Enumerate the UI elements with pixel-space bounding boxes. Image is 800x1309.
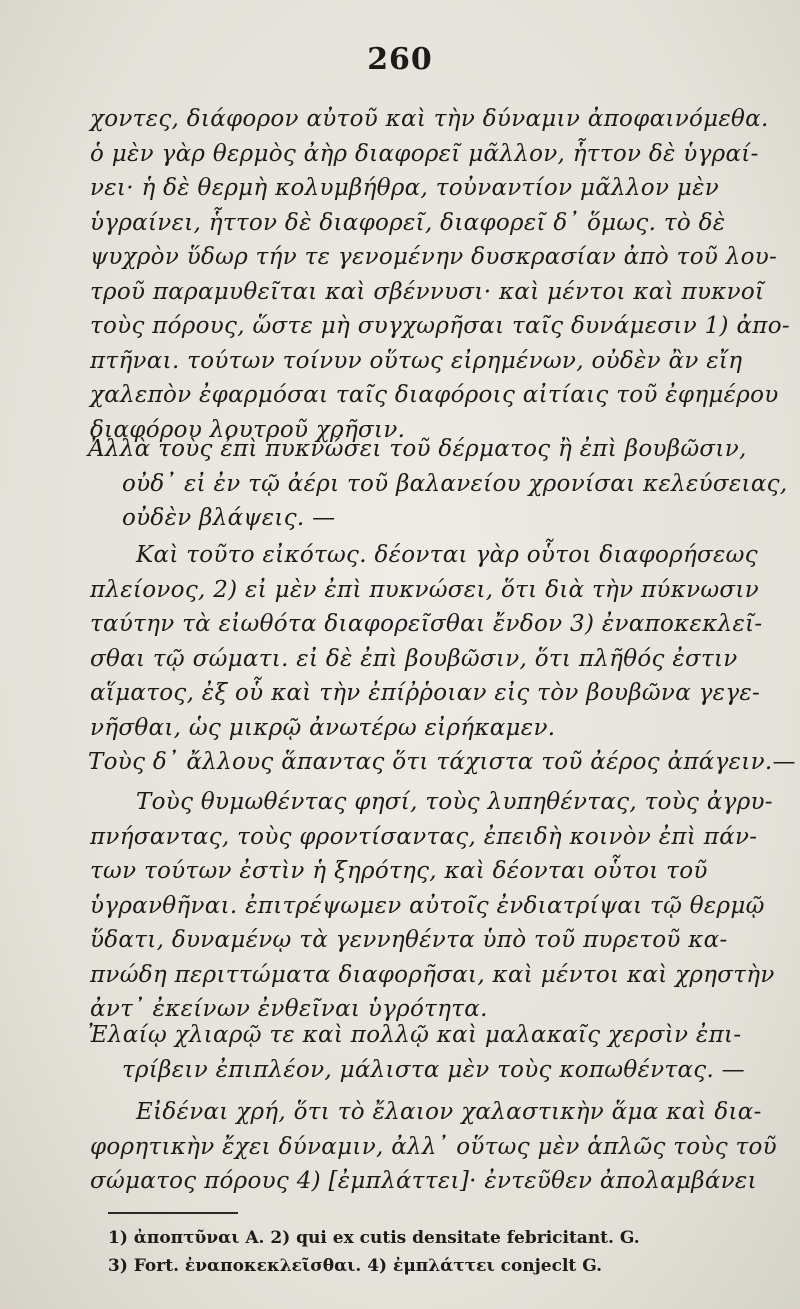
text-line: διαφόρου λουτροῦ χρῆσιν. bbox=[90, 416, 406, 443]
text-line: τρίβειν ἐπιπλέον, μάλιστα μὲν τοὺς κοπωθέντας. — bbox=[122, 1056, 745, 1083]
footnote-rule bbox=[108, 1212, 238, 1214]
text-line: τροῦ παραμυθεῖται καὶ σβέννυσι· καὶ μέντοι καὶ πυκνοῖ bbox=[90, 278, 765, 305]
lemma-paragraph bbox=[88, 432, 788, 536]
text-line: νῆσθαι, ὡς μικρῷ ἀνωτέρω εἰρήκαμεν. bbox=[90, 714, 556, 741]
commentary-paragraph bbox=[90, 1095, 777, 1199]
text-line: Εἰδέναι χρή, ὅτι τὸ ἔλαιον χαλαστικὴν ἅμα καὶ δια- bbox=[136, 1099, 762, 1125]
text-line: ψυχρὸν ὕδωρ τήν τε γενομένην δυσκρασίαν ἀπὸ τοῦ λου- bbox=[90, 244, 778, 270]
text-line: νει· ἡ δὲ θερμὴ κολυμβήθρα, τοὐναντίον μᾶλλον μὲν bbox=[90, 175, 720, 201]
lemma-paragraph bbox=[90, 1018, 770, 1087]
text-line: ὕδατι, δυναμένῳ τὰ γεννηθέντα ὑπὸ τοῦ πυρετοῦ κα- bbox=[90, 927, 728, 953]
text-line: χαλεπὸν ἐφαρμόσαι ταῖς διαφόροις αἰτίαις τοῦ ἐφημέρου bbox=[90, 382, 779, 408]
text-line: πτῆναι. τούτων τοίνυν οὕτως εἰρημένων, οὐδὲν ἂν εἴη bbox=[90, 347, 743, 374]
text-line: ὑγρανθῆναι. ἐπιτρέψωμεν αὐτοῖς ἐνδιατρίψαι τῷ θερμῷ bbox=[90, 892, 765, 919]
page-number: 260 bbox=[367, 42, 433, 77]
footnotes bbox=[108, 1224, 778, 1280]
text-line: Ἀλλὰ τοὺς ἐπὶ πυκνώσει τοῦ δέρματος ἢ ἐπὶ βουβῶσιν, bbox=[88, 436, 747, 462]
text-line: ταύτην τὰ εἰωθότα διαφορεῖσθαι ἔνδον 3) ἐναποκεκλεῖ- bbox=[90, 611, 763, 637]
text-line: φορητικὴν ἔχει δύναμιν, ἀλλ᾽ οὕτως μὲν ἁπλῶς τοὺς τοῦ bbox=[90, 1133, 777, 1160]
text-line: Τοὺς θυμωθέντας φησί, τοὺς λυπηθέντας, τοὺς ἀγρυ- bbox=[136, 789, 773, 815]
commentary-paragraph bbox=[90, 785, 775, 1027]
text-line: ὑγραίνει, ἧττον δὲ διαφορεῖ, διαφορεῖ δ᾽ ὅμως. τὸ δὲ bbox=[90, 209, 726, 236]
text-line: σθαι τῷ σώματι. εἰ δὲ ἐπὶ βουβῶσιν, ὅτι πλῆθός ἐστιν bbox=[90, 645, 738, 672]
text-line: πνώδη περιττώματα διαφορῆσαι, καὶ μέντοι καὶ χρηστὴν bbox=[90, 961, 775, 988]
text-line: σώματος πόρους 4) [ἐμπλάττει]· ἐντεῦθεν ἀπολαμβάνει bbox=[90, 1168, 757, 1194]
text-line: ἀντ᾽ ἐκείνων ἐνθεῖναι ὑγρότητα. bbox=[90, 996, 488, 1022]
text-line: Τοὺς δ᾽ ἄλλους ἅπαντας ὅτι τάχιστα τοῦ ἀέρος ἀπάγειν.— bbox=[88, 749, 796, 775]
text-line: χοντες, διάφορον αὐτοῦ καὶ τὴν δύναμιν ἀποφαινόμεθα. bbox=[90, 106, 769, 132]
lemma-paragraph bbox=[88, 745, 796, 780]
footnote-line: 1) ἀποπτῦναι A. 2) qui ex cutis densitate febricitant. G. bbox=[108, 1228, 640, 1248]
text-line: οὐδὲν βλάψεις. — bbox=[122, 505, 336, 531]
text-line: Καὶ τοῦτο εἰκότως. δέονται γὰρ οὗτοι διαφορήσεως bbox=[136, 542, 758, 568]
commentary-paragraph bbox=[90, 538, 770, 745]
text-line: οὐδ᾽ εἰ ἐν τῷ ἀέρι τοῦ βαλανείου χρονίσαι κελεύσειας, bbox=[122, 470, 788, 497]
text-line: πλείονος, 2) εἰ μὲν ἐπὶ πυκνώσει, ὅτι διὰ τὴν πύκνωσιν bbox=[90, 576, 760, 603]
text-line: ὁ μὲν γὰρ θερμὸς ἀὴρ διαφορεῖ μᾶλλον, ἧττον δὲ ὑγραί- bbox=[90, 140, 759, 167]
paragraph-continuation bbox=[90, 102, 790, 447]
text-line: αἵματος, ἐξ οὗ καὶ τὴν ἐπίῤῥοιαν εἰς τὸν βουβῶνα γεγε- bbox=[90, 680, 761, 706]
text-line: Ἐλαίῳ χλιαρῷ τε καὶ πολλῷ καὶ μαλακαῖς χερσὶν ἐπι- bbox=[88, 1022, 742, 1048]
text-line: πνήσαντας, τοὺς φροντίσαντας, ἐπειδὴ κοινὸν ἐπὶ πάν- bbox=[90, 823, 758, 850]
text-line: των τούτων ἐστὶν ἡ ξηρότης, καὶ δέονται οὗτοι τοῦ bbox=[90, 858, 708, 884]
footnote-line: 3) Fort. ἐναποκεκλεῖσθαι. 4) ἐμπλάττει conjeclt G. bbox=[108, 1256, 603, 1276]
text-line: τοὺς πόρους, ὥστε μὴ συγχωρῆσαι ταῖς δυνάμεσιν 1) ἀπο- bbox=[90, 313, 790, 339]
